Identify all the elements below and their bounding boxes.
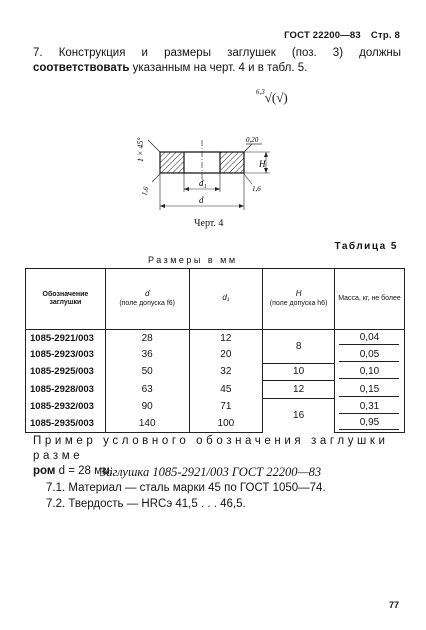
roughness-value: 6,3	[256, 88, 265, 96]
chamfer-label: 1 × 45°	[136, 137, 145, 162]
d-dimension-label: d	[199, 195, 204, 205]
header-d1: d₁	[189, 269, 263, 330]
h-dimension-label: H	[259, 159, 266, 169]
header-d: d (поле допуска f6)	[105, 269, 189, 330]
roughness-symbol: √(√)	[264, 90, 288, 105]
material-items	[46, 480, 326, 512]
header-h: H (поле допуска h6)	[263, 269, 335, 330]
page-label: Стр. 8	[370, 30, 400, 41]
table-row: 1085-2932/003 90 71 16 0,31	[26, 398, 405, 415]
table-label: Таблица 5	[334, 241, 398, 252]
right-hatched-section	[220, 152, 244, 173]
drawing-figure-4	[0, 0, 426, 240]
h-row-3: 10	[263, 363, 335, 381]
designation-example: Пример условного обозначения заглушки разме ром d = 28 мм:	[33, 434, 401, 479]
designation-text: Заглушка 1085-2921/003 ГОСТ 22200—83	[100, 465, 322, 479]
table-row: 1085-2935/003 140 100 0,95	[26, 415, 405, 432]
section-7-paragraph: 7. Конструкция и размеры заглушек (поз. 3) должны соответствовать указанным на черт. 4 и в табл. 5.	[33, 47, 401, 74]
dimensions-table	[25, 268, 405, 433]
table-title: Размеры в мм	[148, 255, 238, 265]
drawing-roughness-label: 0,20	[246, 136, 259, 144]
left-hatched-section	[160, 152, 184, 173]
header-designation: Обозначение заглушки	[26, 269, 106, 330]
header-mass: Масса, кг, не более	[334, 269, 404, 330]
item-7-1: 7.1. Материал — сталь марки 45 по ГОСТ 1050—74.	[46, 482, 326, 494]
table-row: 1085-2923/003 36 20 0,05	[26, 347, 405, 364]
table-row: 1085-2928/003 63 45 12 0,15	[26, 381, 405, 399]
example-lead: Пример условного обозначения заглушки разме	[33, 435, 389, 462]
standard-number: ГОСТ 22200—83	[284, 30, 361, 41]
figure-caption: Черт. 4	[194, 218, 224, 229]
table-header-row	[26, 269, 405, 330]
right-roughness-value: 1,6	[252, 185, 261, 193]
h-group-1: 8	[263, 330, 335, 364]
h-row-4: 12	[263, 381, 335, 399]
table-row: 1085-2921/003 28 12 8 0,04	[26, 330, 405, 347]
d1-dimension-label: d₁	[199, 178, 207, 188]
h-group-2: 16	[263, 398, 335, 432]
table-row: 1085-2925/003 50 32 10 0,10	[26, 363, 405, 381]
item-7-2: 7.2. Твердость — HRCэ 41,5 . . . 46,5.	[46, 498, 246, 510]
page-number: 77	[389, 600, 400, 610]
left-roughness-value: 1,6	[140, 185, 151, 197]
